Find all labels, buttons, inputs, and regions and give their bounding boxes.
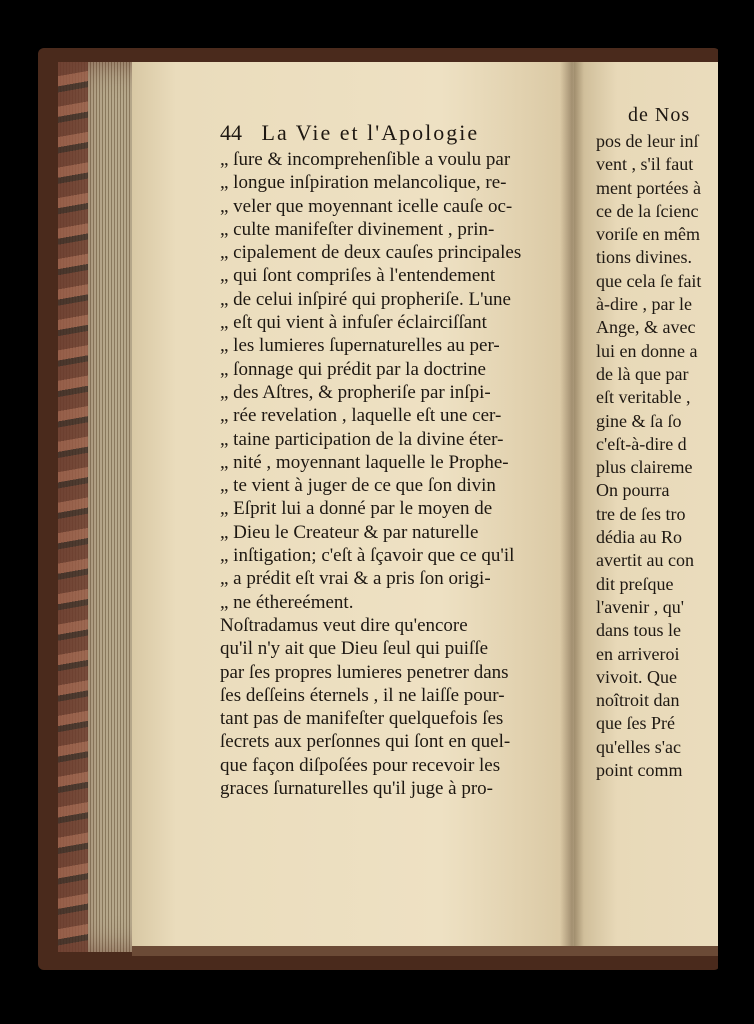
text-line: „ culte manifeſter divinement , prin- [220,218,495,240]
text-line: voriſe en mêm [596,224,700,245]
text-line: plus claireme [596,457,693,478]
text-line: graces ſurnaturelles qu'il juge à pro- [220,778,494,800]
right-page-text [596,130,726,782]
background [718,48,754,1024]
text-line: dans tous le [596,620,681,641]
left-page-text [220,148,562,800]
text-line: que cela ſe fait [596,270,702,291]
text-line: On pourra [596,480,670,501]
marbled-edge [58,62,88,952]
text-line: à-dire , par le [596,294,692,315]
running-title: La Vie et l'Apologie [261,120,480,145]
text-line: „ rée revelation , laquelle eſt une cer- [220,405,502,427]
text-line: par ſes propres lumieres penetrer dans [220,661,509,683]
text-line: „ inſtigation; c'eſt à ſçavoir que ce qu'il [220,545,515,567]
text-line: Noſtradamus veut dire qu'encore [220,614,468,636]
text-line: tions divines. [596,247,693,268]
text-line: „ veler que moyennant icelle cauſe oc- [220,195,513,217]
text-line: lui en donne a [596,340,698,361]
text-line: eſt veritable , [596,387,691,408]
text-line: l'avenir , qu' [596,596,684,617]
right-page-header: de Nos [628,104,691,126]
text-line: „ de celui inſpiré qui propheriſe. L'une [220,288,511,310]
text-line: vent , s'il faut [596,154,694,175]
text-line: c'eſt-à-dire d [596,433,687,454]
text-line: Ange, & avec [596,317,696,338]
text-line: ce de la ſcienc [596,200,699,221]
text-line: avertit au con [596,550,694,571]
text-line: ſecrets aux perſonnes qui ſont en quel- [220,731,511,753]
text-line: „ des Aſtres, & propheriſe par inſpi- [220,381,491,403]
text-line: dit preſque [596,573,674,594]
text-line: en arriveroi [596,643,680,664]
text-line: „ eſt qui vient à infuſer éclairciſſant [220,312,487,334]
text-line: „ Dieu le Createur & par naturelle [220,521,479,543]
page-number: 44 [220,120,242,145]
text-line: „ qui ſont compriſes à l'entendement [220,265,496,287]
text-line: pos de leur inſ [596,131,699,151]
text-line: „ cipalement de deux cauſes principales [220,242,522,264]
text-line: „ te vient à juger de ce que ſon divin [220,475,496,497]
book-gutter [560,62,584,952]
text-line: „ taine participation de la divine éter- [220,428,504,450]
text-line: „ les lumieres ſupernaturelles au per- [220,335,500,357]
text-line: dédia au Ro [596,527,682,548]
text-line: gine & ſa ſo [596,410,682,431]
text-line: „ longue inſpiration melancolique, re- [220,172,507,194]
text-line: „ Eſprit lui a donné par le moyen de [220,498,493,520]
text-line: noîtroit dan [596,690,680,711]
left-page-header [220,120,479,146]
text-line: „ ne éthereément. [220,591,354,613]
text-line: „ nité , moyennant laquelle le Prophe- [220,451,509,473]
text-line: „ ſure & incomprehenſible a voulu par [220,149,511,170]
text-line: qu'elles s'ac [596,736,681,757]
text-line: ment portées à [596,177,701,198]
text-line: ſes deſſeins éternels , il ne laiſſe pour- [220,684,505,706]
text-line: tre de ſes tro [596,503,686,524]
text-line: vivoit. Que [596,666,677,687]
text-line: de là que par [596,363,689,384]
text-line: qu'il n'y ait que Dieu ſeul qui puiſſe [220,638,489,660]
book-bottom-edge [132,946,720,956]
text-line: „ ſonnage qui prédit par la doctrine [220,358,486,380]
text-line: point comm [596,760,683,781]
text-line: tant pas de manifeſter quelquefois ſes [220,708,504,730]
text-line: que façon diſpoſées pour recevoir les [220,754,501,776]
text-line: que ſes Pré [596,713,675,734]
text-line: „ a prédit eſt vrai & a pris ſon origi- [220,568,491,590]
